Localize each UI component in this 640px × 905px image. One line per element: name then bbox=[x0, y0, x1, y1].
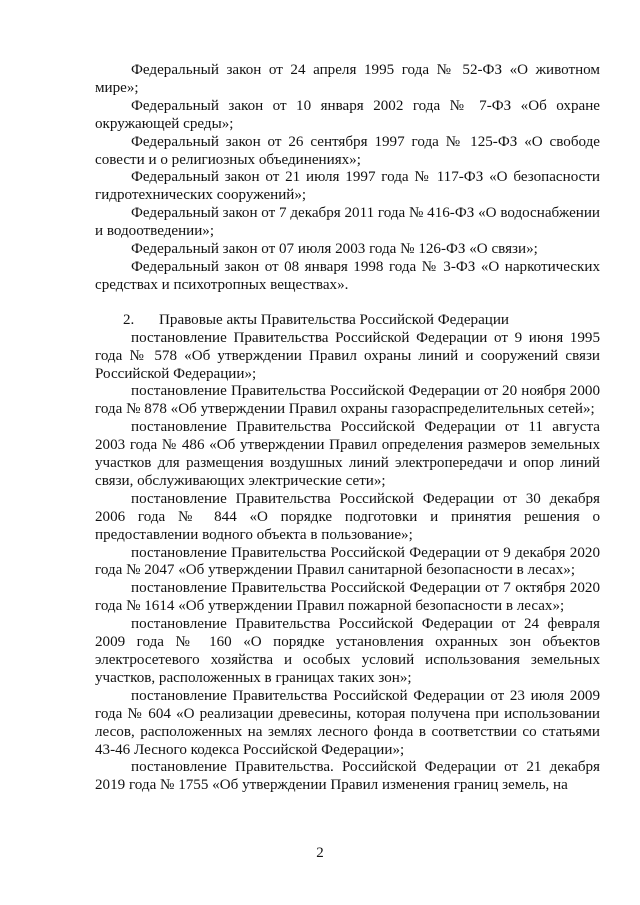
resolution-item: постановление Правительства Российской Федерации от 9 декабря 2020 года № 2047 «Об утверждении Правил санитарной безопасности в лесах»; bbox=[95, 544, 600, 579]
law-item: Федеральный закон от 21 июля 1997 года № 117-ФЗ «О безопасности гидротехнических сооружений»; bbox=[95, 169, 600, 204]
law-item: Федеральный закон от 08 января 1998 года № 3-ФЗ «О наркотических средствах и психотропных веществах». bbox=[95, 258, 600, 293]
law-item: Федеральный закон от 7 декабря 2011 года № 416-ФЗ «О водоснабжении и водоотведении»; bbox=[95, 205, 600, 240]
section-title: Правовые акты Правительства Российской Федерации bbox=[159, 311, 510, 328]
resolution-item: постановление Правительства Российской Федерации от 30 декабря 2006 года № 844 «О порядке подготовки и принятия решения о предоставлении водного объекта в пользование»; bbox=[95, 490, 600, 543]
law-item: Федеральный закон от 07 июля 2003 года № 126-ФЗ «О связи»; bbox=[131, 241, 538, 258]
resolution-item: постановление Правительства Российской Федерации от 24 февраля 2009 года № 160 «О порядке установления охранных зон объектов электросетевого хозяйства и особых условий использования земельных участков, расположенных в границах таких зон»; bbox=[95, 616, 600, 686]
law-item: Федеральный закон от 24 апреля 1995 года № 52-ФЗ «О животном мире»; bbox=[95, 62, 600, 96]
page-number: 2 bbox=[316, 845, 324, 861]
document-body bbox=[95, 62, 600, 795]
resolution-item: постановление Правительства Российской Федерации от 9 июня 1995 года № 578 «Об утверждении Правил охраны линий и сооружений связи Российской Федерации»; bbox=[95, 329, 600, 382]
section-heading bbox=[95, 312, 600, 330]
resolution-item: постановление Правительства. Российской Федерации от 21 декабря 2019 года № 1755 «Об утверждении Правил изменения границ земель, на bbox=[95, 759, 600, 794]
law-item: Федеральный закон от 26 сентября 1997 года № 125-ФЗ «О свободе совести и о религиозных объединениях»; bbox=[95, 133, 600, 168]
resolution-item: постановление Правительства Российской Федерации от 7 октября 2020 года № 1614 «Об утверждении Правил пожарной безопасности в лесах»; bbox=[95, 580, 600, 615]
resolution-item: постановление Правительства Российской Федерации от 23 июля 2009 года № 604 «О реализации древесины, которая получена при использовании лесов, расположенных на землях лесного фонда в соответствии со статьями 43-46 Лесного кодекса Российской Федерации»; bbox=[95, 687, 600, 758]
resolution-item: постановление Правительства Российской Федерации от 11 августа 2003 года № 486 «Об утверждении Правил определения размеров земельных участков для размещения воздушных линий электропередачи и опор линий связи, обслуживающих электрические сети»; bbox=[95, 419, 600, 489]
resolution-item: постановление Правительства Российской Федерации от 20 ноября 2000 года № 878 «Об утверждении Правил охраны газораспределительных сетей»; bbox=[95, 383, 600, 418]
section-number: 2. bbox=[123, 311, 135, 328]
law-item: Федеральный закон от 10 января 2002 года № 7-ФЗ «Об охране окружающей среды»; bbox=[95, 97, 600, 132]
